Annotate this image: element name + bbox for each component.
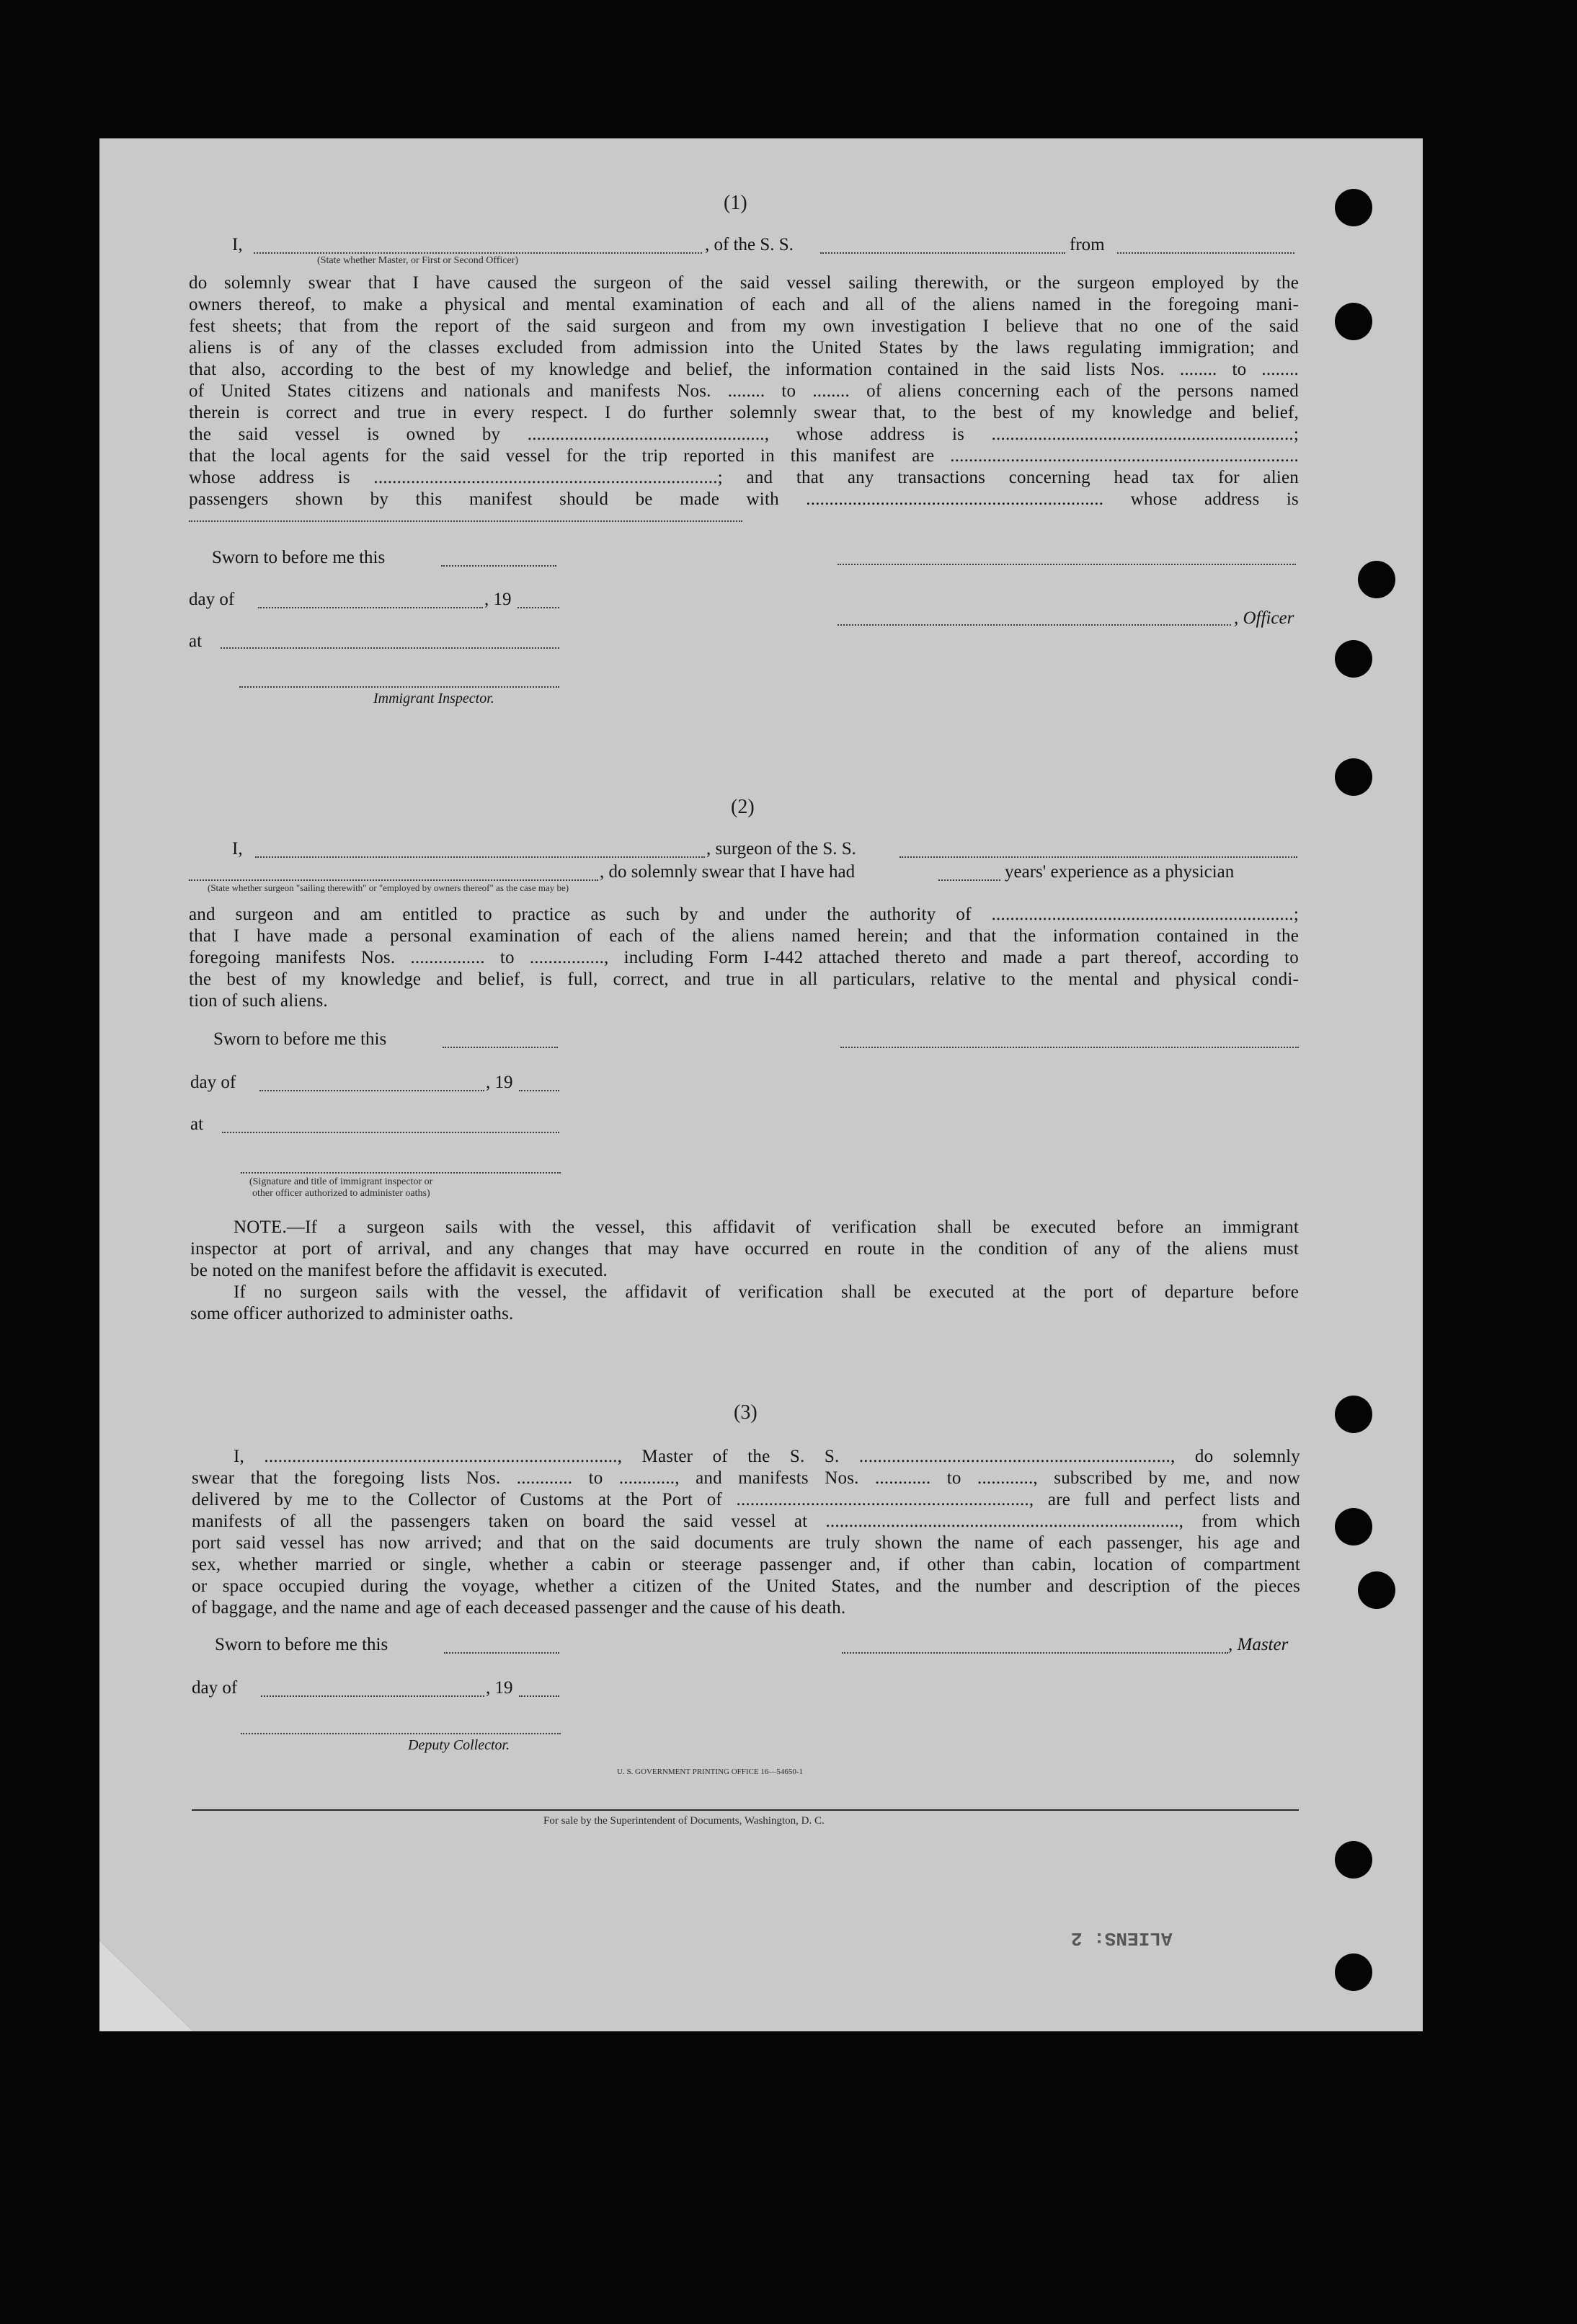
s3-master-label: , Master: [1228, 1635, 1289, 1654]
s1-day-field[interactable]: [258, 607, 483, 608]
printing-office-line: U. S. GOVERNMENT PRINTING OFFICE 16—54650-1: [617, 1768, 804, 1776]
s2-note-line: be noted on the manifest before the affidavit is executed.: [190, 1261, 608, 1280]
s1-at-label: at: [189, 631, 203, 651]
aliens-count-mark: ALIENS: 2: [1071, 1928, 1173, 1949]
s1-from-label: from: [1070, 235, 1105, 254]
s3-para-line: I, ............................................................................, Master of the S. S. ..................................................................., do solemnly: [234, 1447, 1300, 1466]
section-2-number: (2): [731, 796, 755, 818]
s3-para-line: port said vessel has now arrived; and that on the said documents are truly shown the name of each passenger, his age and: [192, 1533, 1300, 1553]
s2-note-line: some officer authorized to administer oaths.: [190, 1304, 514, 1323]
section-1-number: (1): [724, 192, 747, 214]
s1-para-line: of United States citizens and nationals and manifests Nos. ........ to ........ of aliens concerning each of the persons named: [189, 381, 1299, 401]
s3-year-field[interactable]: [519, 1695, 559, 1697]
s1-extra-address-field[interactable]: [189, 520, 742, 522]
s2-signature-caption: (Signature and title of immigrant inspector or: [249, 1176, 433, 1187]
s2-inspector-signature-line[interactable]: [241, 1172, 561, 1174]
footer-rule: [192, 1809, 1299, 1811]
s1-year-field[interactable]: [517, 607, 559, 608]
s2-sworn-field[interactable]: [443, 1047, 558, 1048]
s2-surgeon-name-field[interactable]: [255, 856, 705, 858]
binder-hole: [1335, 1508, 1372, 1545]
s1-of-ss-label: , of the S. S.: [705, 235, 794, 254]
s1-from-field[interactable]: [1117, 252, 1294, 254]
s2-swear-label: , do solemnly swear that I have had: [600, 862, 856, 882]
s3-para-line: delivered by me to the Collector of Customs at the Port of ..............................................................., are full and perfect lists and: [192, 1490, 1300, 1509]
s3-para-line: of baggage, and the name and age of each deceased passenger and the cause of his death.: [192, 1598, 846, 1618]
s3-master-signature-line[interactable]: [842, 1652, 1228, 1654]
s1-para-line: whose address is ..........................................................................; and that any transactions concerning head tax for alien: [189, 468, 1299, 487]
binder-hole: [1335, 758, 1372, 796]
s1-officer-signature-line[interactable]: [838, 624, 1231, 626]
s1-officer-label: , Officer: [1234, 608, 1294, 628]
s1-sworn-label: Sworn to before me this: [212, 548, 386, 567]
s1-master-caption: (State whether Master, or First or Second Officer): [317, 255, 519, 266]
s1-para-line: that the local agents for the said vessel for the trip reported in this manifest are ...........................................................................: [189, 446, 1299, 466]
s1-year-label: , 19: [484, 590, 512, 609]
s3-collector-signature-line[interactable]: [241, 1733, 561, 1734]
s3-para-line: manifests of all the passengers taken on board the said vessel at ............................................................................, from which: [192, 1512, 1300, 1531]
s1-inspector-label: Immigrant Inspector.: [373, 691, 494, 706]
s2-day-of-label: day of: [190, 1073, 236, 1092]
s2-surgeon-caption: (State whether surgeon "sailing therewith" or "employed by owners thereof" as the case may be): [208, 882, 569, 893]
s2-surgeon-type-field[interactable]: [189, 879, 598, 881]
s3-para-line: sex, whether married or single, whether a cabin or steerage passenger and, if other than cabin, location of compartment: [192, 1555, 1300, 1574]
s2-para-line: and surgeon and am entitled to practice as such by and under the authority of .................................................................;: [189, 905, 1299, 924]
s3-sworn-field[interactable]: [444, 1652, 559, 1654]
binder-hole: [1335, 1953, 1372, 1991]
s1-at-field[interactable]: [221, 647, 559, 649]
s2-para-line: foregoing manifests Nos. ................ to ................, including Form I-442 attached thereto and made a part thereof, according to: [189, 948, 1299, 967]
s2-para-line: tion of such aliens.: [189, 991, 328, 1011]
s1-para-line: that also, according to the best of my knowledge and belief, the information contained in the said lists Nos. ........ to ........: [189, 360, 1299, 379]
s1-para-line: aliens is of any of the classes excluded from admission into the United States by the laws regulating immigration; and: [189, 338, 1299, 358]
s1-para-line: therein is correct and true in every respect. I do further solemnly swear that, to the best of my knowledge and belief,: [189, 403, 1299, 422]
binder-hole: [1358, 561, 1395, 598]
section-3-number: (3): [734, 1401, 758, 1424]
s1-para-line: owners thereof, to make a physical and mental examination of each and all of the aliens named in the foregoing mani-: [189, 295, 1299, 314]
s3-day-of-label: day of: [192, 1678, 238, 1698]
s2-para-line: the best of my knowledge and belief, is full, correct, and true in all particulars, relative to the mental and physical condi-: [189, 970, 1299, 989]
s3-sworn-label: Sworn to before me this: [215, 1635, 388, 1654]
s1-i-label: I,: [232, 235, 243, 254]
s1-sworn-field[interactable]: [441, 565, 556, 567]
s2-year-label: , 19: [486, 1073, 513, 1092]
s2-para-line: that I have made a personal examination of each of the aliens named herein; and that the information contained in the: [189, 926, 1299, 946]
s1-para-line: do solemnly swear that I have caused the surgeon of the said vessel sailing therewith, or the surgeon employed by the: [189, 273, 1299, 293]
binder-hole: [1358, 1571, 1395, 1609]
binder-hole: [1335, 1841, 1372, 1879]
s2-i-label: I,: [232, 839, 243, 859]
s3-para-line: or space occupied during the voyage, whether a citizen of the United States, and the number and description of the pieces: [192, 1576, 1300, 1596]
s2-day-field[interactable]: [259, 1090, 484, 1091]
s2-signature-caption: other officer authorized to administer oaths): [252, 1188, 430, 1199]
s1-signature-line-1[interactable]: [838, 564, 1296, 565]
s2-year-field[interactable]: [519, 1090, 559, 1091]
binder-hole: [1335, 1396, 1372, 1433]
binder-hole: [1335, 189, 1372, 226]
s2-sworn-label: Sworn to before me this: [213, 1029, 387, 1049]
s2-ship-field[interactable]: [899, 856, 1297, 858]
s1-inspector-signature-line[interactable]: [239, 686, 559, 688]
s2-at-field[interactable]: [222, 1132, 559, 1133]
binder-hole: [1335, 640, 1372, 678]
for-sale-line: For sale by the Superintendent of Documents, Washington, D. C.: [543, 1815, 825, 1827]
s2-note-line: inspector at port of arrival, and any changes that may have occurred en route in the condition of any of the aliens must: [190, 1239, 1299, 1259]
s2-surgeon-of-label: , surgeon of the S. S.: [706, 839, 856, 859]
s1-para-line: the said vessel is owned by ..................................................., whose address is .................................................................;: [189, 425, 1299, 444]
s1-para-line: fest sheets; that from the report of the said surgeon and from my own investigation I believe that no one of the said: [189, 316, 1299, 336]
s1-day-of-label: day of: [189, 590, 235, 609]
s2-surgeon-signature-line[interactable]: [840, 1047, 1299, 1048]
s2-experience-label: years' experience as a physician: [1005, 862, 1235, 882]
s1-para-line: passengers shown by this manifest should be made with ................................................................ whose address is: [189, 489, 1299, 509]
s3-day-field[interactable]: [261, 1695, 484, 1697]
s2-years-field[interactable]: [938, 879, 1000, 881]
s1-master-field[interactable]: [254, 252, 702, 254]
s3-year-label: , 19: [486, 1678, 513, 1698]
s2-note-line: If no surgeon sails with the vessel, the affidavit of verification shall be executed at the port of departure before: [234, 1282, 1299, 1302]
s2-at-label: at: [190, 1114, 204, 1134]
s1-ship-field[interactable]: [820, 252, 1065, 254]
binder-hole: [1335, 303, 1372, 340]
s2-note-line: NOTE.—If a surgeon sails with the vessel, this affidavit of verification shall be executed before an immigrant: [234, 1218, 1299, 1237]
s3-para-line: swear that the foregoing lists Nos. ............ to ............, and manifests Nos. ............ to ............, subscribed by me, and now: [192, 1468, 1300, 1488]
s3-collector-label: Deputy Collector.: [408, 1737, 510, 1753]
